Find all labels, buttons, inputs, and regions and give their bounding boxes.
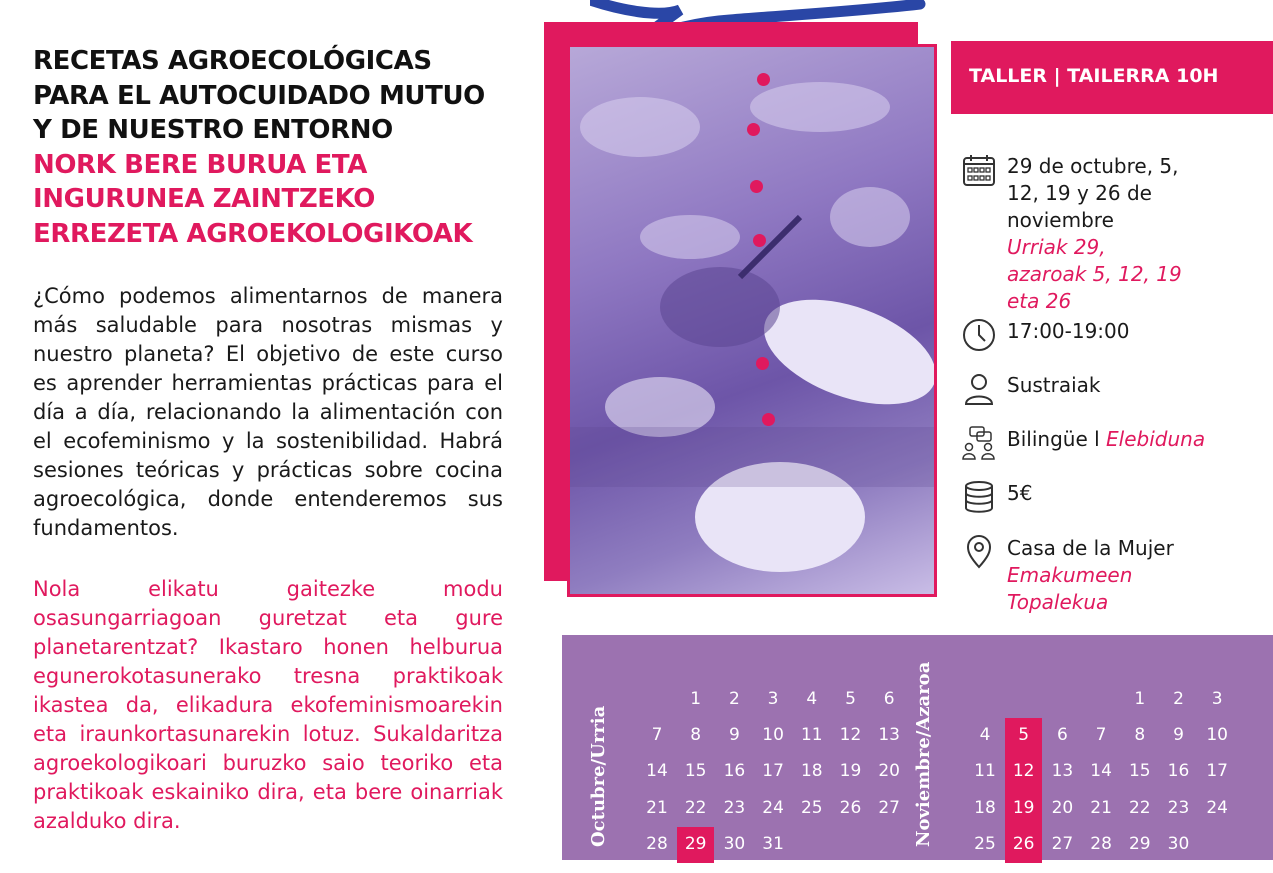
november-day-8: 8: [1134, 725, 1146, 746]
november-day-28: 28: [1090, 833, 1112, 854]
cooking-hands-photo: [567, 44, 937, 597]
november-day-2: 2: [1173, 689, 1184, 709]
november-day-19: 19: [1012, 797, 1035, 818]
organizer-text: Sustraiak: [1007, 373, 1101, 397]
description-eu: Nola elikatu gaitezke modu osasungarriagoan guretzat eta gure planetarentzat? Ikastaro honen helburua egunerokotasunerako tresna praktikoak ikastea da, elikadura ekofeminismoarekin eta iraunkortasunarekin lotuz. Sukaldaritza agroekologikoari buruzko saio teoriko eta praktikoak eskainiko dira, eta bere oinarriak azalduko dira.: [33, 577, 503, 833]
october-day-6: 6: [883, 689, 895, 709]
time-text: 17:00-19:00: [1007, 319, 1130, 343]
october-day-5: 5: [845, 689, 856, 709]
october-label: Octubre/Urria: [588, 705, 609, 847]
title-es-line-1: RECETAS AGROECOLÓGICAS: [33, 46, 432, 76]
calendar-icon: [962, 153, 996, 187]
coins-icon: [962, 480, 996, 514]
october-day-14: 14: [646, 761, 668, 782]
october-day-26: 26: [839, 797, 862, 818]
october-day-3: 3: [767, 689, 779, 709]
november-day-24: 24: [1206, 797, 1228, 818]
october-day-20: 20: [878, 761, 900, 782]
october-day-11: 11: [800, 725, 823, 746]
event-title: [33, 44, 533, 251]
november-day-30: 30: [1167, 833, 1190, 854]
november-day-15: 15: [1128, 761, 1151, 782]
october-day-25: 25: [800, 797, 823, 818]
november-day-10: 10: [1206, 725, 1228, 746]
october-day-7: 7: [651, 725, 663, 746]
november-day-14: 14: [1090, 761, 1112, 782]
calendar-panel: [562, 635, 1273, 860]
november-day-18: 18: [974, 797, 996, 818]
person-icon: [962, 372, 996, 406]
october-day-31: 31: [762, 833, 784, 854]
pink-dot: [762, 413, 775, 426]
october-day-9: 9: [728, 725, 740, 746]
november-day-6: 6: [1056, 725, 1068, 746]
title-eu-line-1: NORK BERE BURUA ETA: [33, 149, 367, 180]
pink-dot: [757, 73, 770, 86]
november-day-4: 4: [979, 725, 991, 746]
november-day-27: 27: [1051, 833, 1074, 854]
october-day-24: 24: [762, 797, 784, 818]
november-day-29: 29: [1128, 833, 1151, 854]
november-day-17: 17: [1206, 761, 1228, 782]
november-day-9: 9: [1173, 725, 1184, 746]
price-text: 5€: [1007, 481, 1033, 505]
october-day-13: 13: [878, 725, 900, 746]
october-day-2: 2: [728, 689, 740, 709]
dates-eu: Urriak 29, azaroak 5, 12, 19 eta 26: [1007, 235, 1182, 313]
pink-dot: [753, 234, 766, 247]
november-day-13: 13: [1051, 761, 1074, 782]
november-day-3: 3: [1211, 689, 1223, 709]
november-day-25: 25: [974, 833, 996, 854]
october-day-21: 21: [646, 797, 668, 818]
language-eu: Elebiduna: [1106, 427, 1206, 451]
pink-dot: [747, 123, 760, 136]
title-eu-line-2: INGURUNEA ZAINTZEKO: [33, 184, 375, 214]
november-day-5: 5: [1018, 725, 1030, 746]
november-day-20: 20: [1051, 797, 1074, 818]
venue-es: Casa de la Mujer: [1007, 536, 1174, 560]
clock-icon: [962, 318, 996, 352]
title-es-line-2: PARA EL AUTOCUIDADO MUTUO: [33, 80, 485, 111]
title-es-line-3: Y DE NUESTRO ENTORNO: [33, 115, 393, 145]
workshop-badge: TALLER | TAILERRA 10H: [951, 41, 1273, 114]
october-day-19: 19: [839, 761, 862, 782]
november-day-11: 11: [974, 761, 996, 782]
november-day-21: 21: [1090, 797, 1112, 818]
speech-people-icon: [962, 426, 996, 460]
november-day-16: 16: [1167, 761, 1190, 782]
october-day-27: 27: [878, 797, 900, 818]
description-es: ¿Cómo podemos alimentarnos de manera más saludable para nosotras mismas y nuestro planeta? El objetivo de este curso es aprender herramientas prácticas para el día a día, relacionando la alimentación con el ecofeminismo y la sostenibilidad. Habrá sesiones teóricas y prácticas sobre cocina agroecológica, donde entenderemos sus fundamentos.: [33, 284, 503, 540]
venue-eu: Emakumeen Topalekua: [1007, 563, 1133, 614]
october-day-16: 16: [723, 761, 746, 782]
title-eu-line-3: ERREZETA AGROEKOLOGIKOAK: [33, 218, 473, 249]
pink-dot: [756, 357, 769, 370]
november-label: Noviembre/Azaroa: [913, 661, 934, 847]
dates-es: 29 de octubre, 5, 12, 19 y 26 de noviembre: [1007, 154, 1179, 232]
october-day-4: 4: [806, 689, 818, 709]
october-day-23: 23: [723, 797, 746, 818]
october-day-29: 29: [684, 833, 707, 854]
november-day-12: 12: [1012, 761, 1035, 782]
october-day-30: 30: [723, 833, 746, 854]
november-day-7: 7: [1095, 725, 1107, 746]
october-day-15: 15: [684, 761, 707, 782]
october-day-18: 18: [800, 761, 823, 782]
october-day-8: 8: [690, 725, 702, 746]
october-day-28: 28: [646, 833, 668, 854]
language-es: Bilingüe l: [1007, 427, 1107, 451]
november-day-26: 26: [1012, 833, 1035, 854]
november-day-1: 1: [1134, 689, 1146, 709]
october-day-10: 10: [762, 725, 784, 746]
pink-dot: [750, 180, 763, 193]
october-day-22: 22: [684, 797, 707, 818]
map-pin-icon: [962, 535, 996, 569]
october-day-12: 12: [839, 725, 862, 746]
october-day-17: 17: [762, 761, 784, 782]
october-day-1: 1: [690, 689, 702, 709]
november-day-22: 22: [1128, 797, 1151, 818]
november-day-23: 23: [1167, 797, 1190, 818]
